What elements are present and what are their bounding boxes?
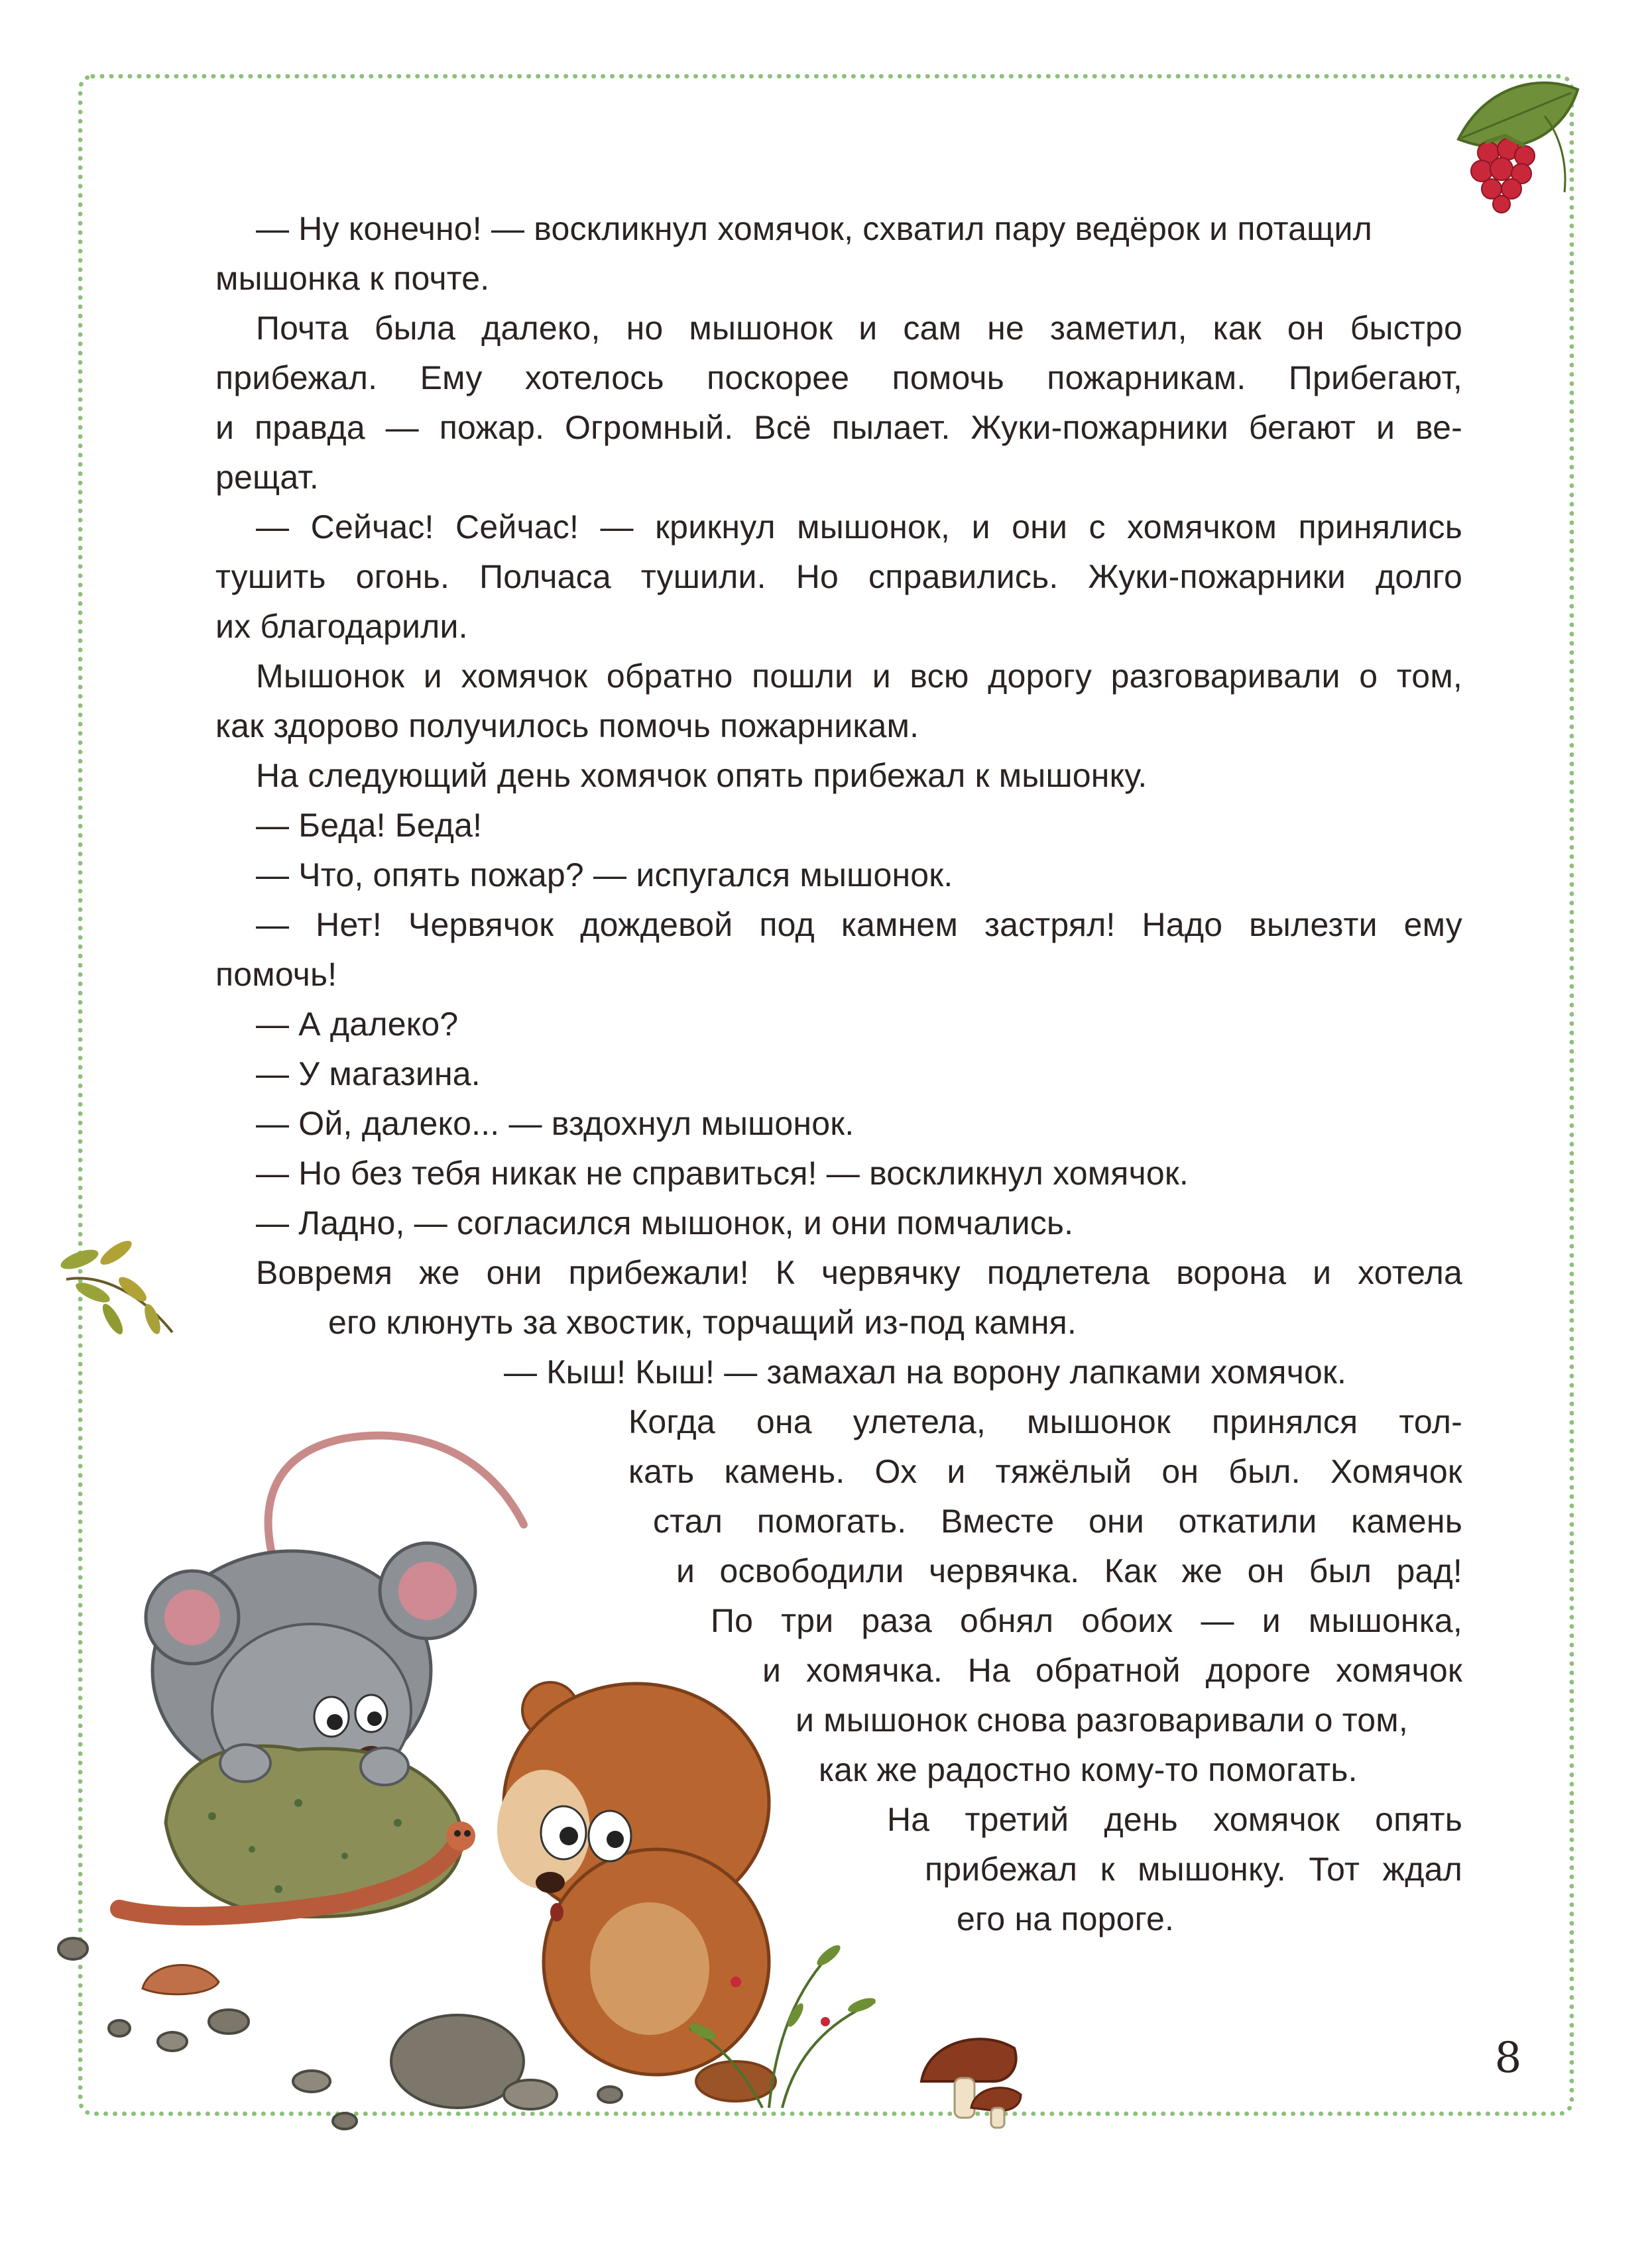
stone-icon — [58, 1938, 622, 2129]
text-line: его клюнуть за хвостик, торчащий из-под камня. — [328, 1304, 1077, 1341]
text-line: — Нет! Червячок дождевой под камнем застрял! Надо вылезти ему — [256, 906, 1462, 943]
text-line: его на пороге. — [957, 1900, 1175, 1937]
text-line: — Что, опять пожар? — испугался мышонок. — [256, 856, 953, 894]
text-line: и освободили червячка. Как же он был рад! — [676, 1552, 1462, 1589]
text-line: тушить огонь. Полчаса тушили. Но справились. Жуки-пожарники долго — [215, 558, 1462, 595]
text-line: — Ладно, — согласился мышонок, и они помчались. — [256, 1204, 1074, 1241]
text-line: — А далеко? — [256, 1006, 459, 1043]
text-line: На третий день хомячок опять — [887, 1801, 1462, 1838]
text-line: — Беда! Беда! — [256, 807, 483, 844]
text-line: — Ой, далеко... — вздохнул мышонок. — [256, 1105, 855, 1142]
hamster-illustration — [497, 1682, 776, 2101]
text-line: — Но без тебя никак не справиться! — воскликнул хомячок. — [256, 1155, 1189, 1192]
text-line: На следующий день хомячок опять прибежал к мышонку. — [256, 757, 1148, 794]
raspberry-icon — [1458, 83, 1578, 213]
mushroom-icon — [921, 2039, 1021, 2128]
text-line: Мышонок и хомячок обратно пошли и всю дорогу разговаривали о том, — [256, 658, 1462, 695]
text-line: и мышонок снова разговаривали о том, — [796, 1702, 1408, 1739]
text-line: По три раза обнял обоих — и мышонка, — [711, 1602, 1462, 1639]
text-line: прибежал. Ему хотелось поскорее помочь пожарникам. Прибегают, — [215, 359, 1462, 396]
page-number: 8 — [1494, 2034, 1522, 2083]
mushroom-icon — [143, 1965, 219, 1994]
text-line: — Сейчас! Сейчас! — крикнул мышонок, и они с хомячком принялись — [256, 508, 1462, 546]
text-line: их благодарили. — [215, 608, 468, 645]
text-line: — У магазина. — [256, 1055, 481, 1092]
text-line: и правда — пожар. Огромный. Всё пылает. Жуки-пожарники бегают и ве- — [215, 409, 1462, 446]
text-line: как здорово получилось помочь пожарникам. — [215, 707, 919, 744]
text-line: рещат. — [215, 459, 319, 496]
text-line: как же радостно кому-то помогать. — [819, 1751, 1358, 1788]
text-line: стал помогать. Вместе они откатили камень — [653, 1503, 1462, 1540]
text-line: Когда она улетела, мышонок принялся тол- — [628, 1403, 1462, 1440]
text-line: — Ну конечно! — воскликнул хомячок, схватил пару ведёрок и потащил — [256, 210, 1372, 247]
text-line: кать камень. Ох и тяжёлый он был. Хомячок — [628, 1453, 1462, 1490]
leaf-branch-icon — [58, 1237, 172, 1337]
text-line: Вовремя же они прибежали! К червячку подлетела ворона и хотела — [256, 1254, 1462, 1291]
text-line: и хомячка. На обратной дороге хомячок — [762, 1652, 1462, 1689]
text-line: помочь! — [215, 956, 337, 993]
text-line: Почта была далеко, но мышонок и сам не заметил, как он быстро — [256, 310, 1462, 347]
text-line: — Кыш! Кыш! — замахал на ворону лапками хомячок. — [504, 1354, 1347, 1391]
text-line: мышонка к почте. — [215, 260, 490, 297]
text-line: прибежал к мышонку. Тот ждал — [925, 1851, 1462, 1888]
